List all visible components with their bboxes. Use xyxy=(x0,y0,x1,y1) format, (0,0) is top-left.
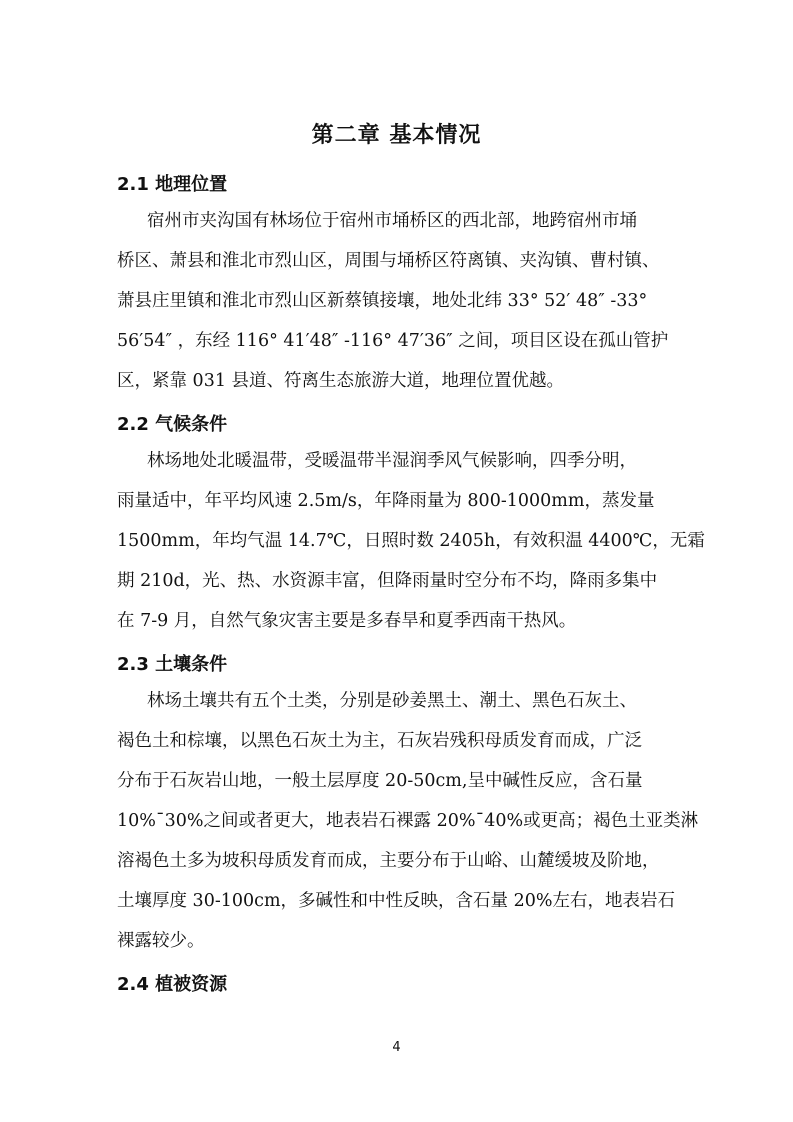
paragraph-line: 桥区、萧县和淮北市烈山区，周围与埇桥区符离镇、夹沟镇、曹村镇、 xyxy=(117,251,660,271)
section-heading-2-4: 2.4 植被资源 xyxy=(117,974,228,995)
section-heading-2-2: 2.2 气候条件 xyxy=(117,414,228,435)
paragraph-line: 土壤厚度 30-100cm，多碱性和中性反映，含石量 20%左右，地表岩石 xyxy=(117,891,675,911)
page-number: 4 xyxy=(392,1040,401,1055)
paragraph-line: 雨量适中，年平均风速 2.5m/s，年降雨量为 800-1000mm，蒸发量 xyxy=(117,491,655,511)
paragraph-line: 56′54″ ，东经 116° 41′48″ -116° 47′36″ 之间，项目区设在孤山管护 xyxy=(117,331,669,351)
paragraph-line: 林场土壤共有五个土类，分别是砂姜黑土、潮土、黑色石灰土、 xyxy=(147,691,637,711)
paragraph-line: 1500mm，年均气温 14.7℃，日照时数 2405h，有效积温 4400℃，无霜 xyxy=(117,531,705,551)
paragraph-line: 褐色土和棕壤，以黑色石灰土为主，石灰岩残积母质发育而成，广泛 xyxy=(117,731,642,751)
paragraph-line: 宿州市夹沟国有林场位于宿州市埇桥区的西北部，地跨宿州市埇 xyxy=(147,211,637,231)
paragraph-line: 区，紧靠 031 县道、符离生态旅游大道，地理位置优越。 xyxy=(117,371,565,391)
paragraph-line: 期 210d，光、热、水资源丰富，但降雨量时空分布不均，降雨多集中 xyxy=(117,571,658,591)
paragraph-line: 在 7-9 月，自然气象灾害主要是多春旱和夏季西南干热风。 xyxy=(117,611,577,631)
chapter-title: 第二章 基本情况 xyxy=(311,123,482,148)
paragraph-line: 林场地处北暖温带，受暖温带半湿润季风气候影响，四季分明， xyxy=(147,451,637,471)
section-heading-2-1: 2.1 地理位置 xyxy=(117,174,228,195)
paragraph-line: 裸露较少。 xyxy=(117,931,205,951)
paragraph-line: 分布于石灰岩山地，一般土层厚度 20-50cm,呈中碱性反应，含石量 xyxy=(117,771,643,791)
section-heading-2-3: 2.3 土壤条件 xyxy=(117,654,228,675)
paragraph-line: 萧县庄里镇和淮北市烈山区新蔡镇接壤，地处北纬 33° 52′ 48″ -33° xyxy=(117,291,648,311)
paragraph-line: 10%¯30%之间或者更大，地表岩石裸露 20%¯40%或更高；褐色土亚类淋 xyxy=(117,811,699,831)
paragraph-line: 溶褐色土多为坡积母质发育而成，主要分布于山峪、山麓缓坡及阶地， xyxy=(117,851,660,871)
